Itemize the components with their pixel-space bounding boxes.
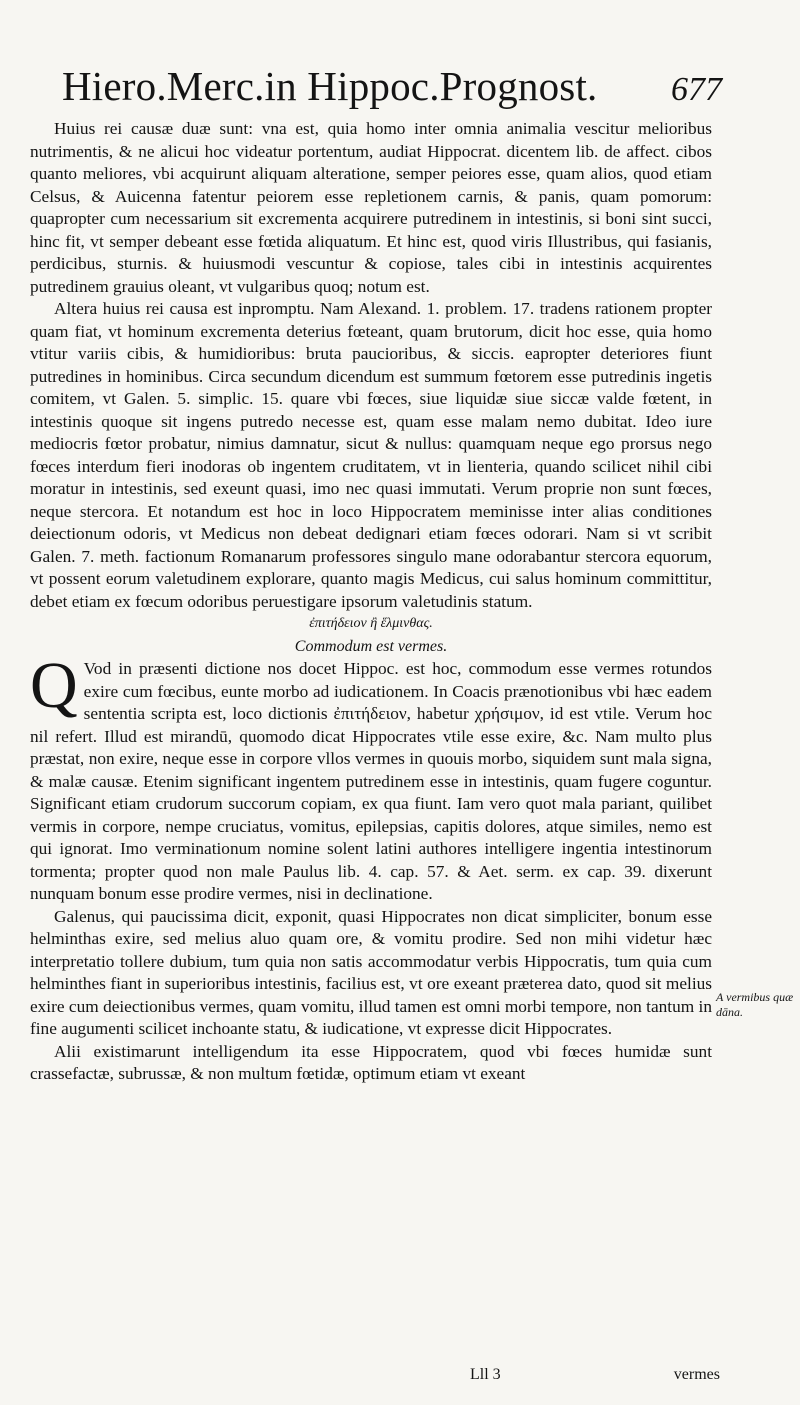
lemma-heading: Commodum est vermes. — [294, 637, 448, 655]
running-header — [62, 62, 722, 114]
paragraph-5: Alii existimarunt intelligendum ita esse Hippocratem, quod vbi fœces humidæ sunt crassefactæ, subrussæ, & non multum fœtidæ, optimum etiam vt exeant — [30, 1041, 712, 1083]
paragraph-3-text: Vod in præsenti dictione nos docet Hippoc. est hoc, commodum esse vermes rotundos exire cum fœcibus, eunte morbo ad iudicationem. In Coacis prænotionibus vbi hæc eadem sententia scripta est, loco dictionis ἐπιτήδειον, habetur χρήσιμον, id est vtile. Verum hoc nil refert. Illud est mirandū, quomodo dicat Hippocrates vtile esse exire, &c. Nam multo plus præstat, non exire, neque esse in corpore vllos vermes in quouis morbo, siquidem sunt mala signa, & malæ causæ. Etenim significant ingentem putredinem esse in intestinis, quam fugere coguntur. Significant etiam crudorum succorum copiam, ex qua fiunt. Iam vero quot mala pariant, quilibet vermis in corpore, nempe cruciatus, vomitus, epilepsias, capitis dolores, atque similes, nemo est qui ignorat. Imo verminationum nomine solent latini authores intelligere ingentia intestinorum tormenta; propter quod non male Paulus lib. 4. cap. 57. & Aet. serm. ex cap. 39. dixerunt nunquam bonum esse prodire vermes, nisi in declinatione. — [30, 659, 712, 903]
catchword: vermes — [673, 1366, 720, 1383]
text-body — [30, 118, 712, 1086]
greek-heading: ἐπιτήδειον ἢ ἕλμινθας. — [309, 616, 433, 631]
drop-cap: Q — [30, 649, 78, 722]
signature-mark: Lll 3 — [470, 1366, 501, 1383]
paragraph-2: Altera huius rei causa est inpromptu. Nam Alexand. 1. problem. 17. tradens rationem propter quam fiat, vt hominum excrementa deterius fœteant, quam brutorum, dicit hoc esse, quia homo vtitur variis cibis, & humidioribus: bruta paucioribus, & siccis. eapropter deteriores fiunt putredines in hominibus. Circa secundum dicendum est summum fœtorem esse putredinis ingetis comitem, vt Galen. 5. simplic. 15. quare vbi fœces, siue liquidæ siue siccæ valde fœtent, in intestinis quoque sit ingens putredo necesse est, quam esse malam nemo dubitat. Ideo iure mediocris fœtor probatur, nimius damnatur, sicut & nullus: quamquam neque ego prorsus nego fœces interdum fieri inodoras ob ingentem cruditatem, vt in lienteria, quando scilicet nihil cibi moratur in intestinis, sed exeunt quasi, imo nec quasi immutati. Verum proprie non sunt fœces, neque stercora. Et notandum est hoc in loco Hippocratem meminisse inter alias conditiones deiectionum odoris, vt Medicus non debeat dedignari etiam fœces odorari. Nam si vt scribit Galen. 7. meth. factionum Romanarum professores singulo mane odorabantur stercora equorum, vt possent eorum valetudinem explorare, quanto magis Medicus, cui salus hominum committitur, debet etiam ex fœcum odoribus peruestigare ipsorum valetudinis statum. — [30, 299, 712, 611]
margin-note: A vermibus quæ dāna. — [716, 990, 794, 1019]
paragraph-3 — [30, 649, 712, 906]
page-footer — [470, 1366, 720, 1384]
running-title: Hiero.Merc.in Hippoc.Prognost. — [62, 63, 598, 109]
paragraph-1: Huius rei causæ duæ sunt: vna est, quia homo inter omnia animalia vescitur melioribus nutrimentis, & ne alicui hoc videatur portentum, audiat Hippocrat. dicentem lib. de affect. cibos quanto meliores, vbi acquirunt aliquam alteratione, semper peiores esse, quam alios, quod etiam Celsus, & Auicenna fatentur peiorem esse repletionem carnis, & panis, quam pomorum: quapropter cum necessarium sit excrementa acquirere putredinem in intestinis, si boni sint succi, hinc fit, vt semper debeant esse fœtida aliquatum. Et hinc est, quod viris Illustribus, qui fasianis, perdicibus, sturnis. & huiusmodi vescuntur & copiose, tales cibi in intestinis acquirentes putredinem grauius oleant, vt vulgaribus quoq; notum est. — [30, 119, 712, 296]
paragraph-4: Galenus, qui paucissima dicit, exponit, quasi Hippocrates non dicat simpliciter, bonum esse helminthas exire, sed melius aluo quam ore, & vomitu prodire. Sed non mihi videtur hæc interpretatio tollere dubium, tum quia non satis accommodatur verbis Hippocratis, tum quia cum helminthes fiant in superioribus intestinis, facilius est, vt ore exeant præterea dato, quod sit melius exire cum deiectionibus vermes, quam vomitu, illud tamen est omni morbi tempore, non tantum in fine augumenti scilicet inchoante statu, & iudicatione, vt expresse dicit Hippocrates. — [30, 906, 712, 1038]
page-number: 677 — [671, 71, 722, 108]
